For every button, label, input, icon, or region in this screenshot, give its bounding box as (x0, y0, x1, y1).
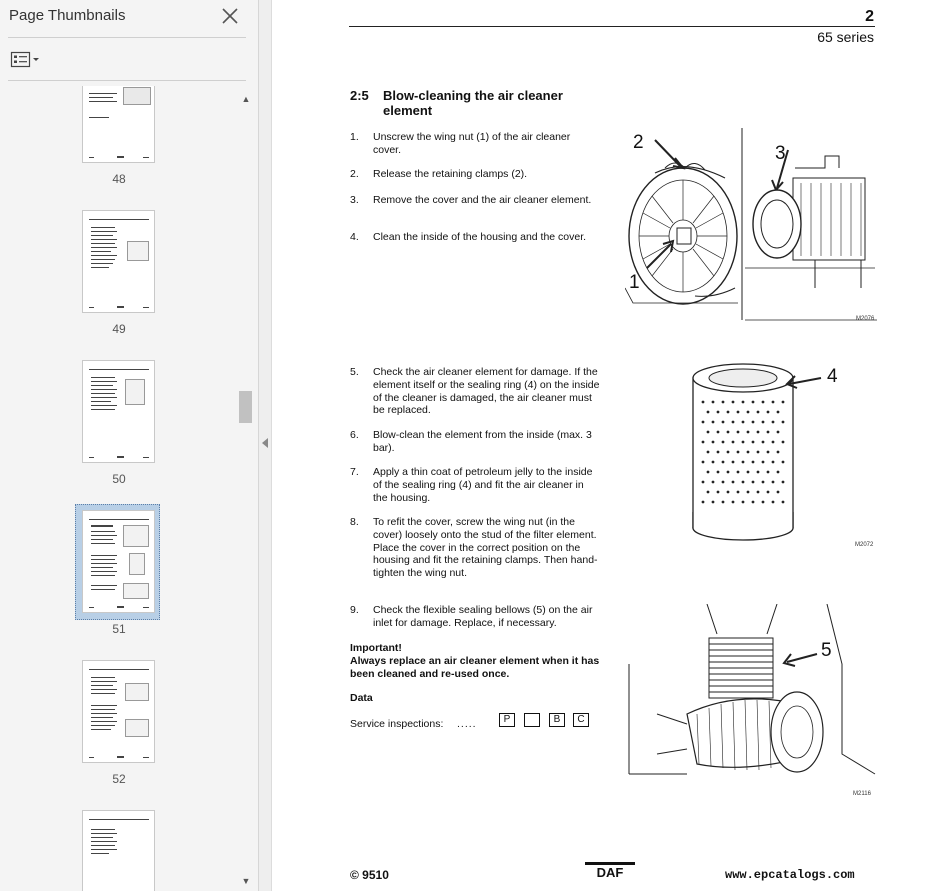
thumbnail-page-number: 50 (112, 472, 126, 486)
step-number: 5. (350, 366, 359, 378)
step-text: Unscrew the wing nut (1) of the air cleaner cover. (373, 131, 571, 156)
step-number: 6. (350, 429, 359, 441)
page-thumbnail-52[interactable] (82, 660, 155, 763)
step-number: 4. (350, 231, 359, 243)
series-label: 65 series (817, 29, 874, 45)
service-box-c: C (573, 713, 589, 727)
panel-header (0, 0, 259, 36)
step-text: Apply a thin coat of petroleum jelly to the inside of the sealing ring (4) and fit the air cleaner in the housing. (373, 466, 593, 504)
thumbnails-panel (0, 0, 259, 891)
figure-code: M2076 (856, 316, 875, 322)
service-inspections-label: Service inspections: (350, 718, 444, 730)
filter-element-figure (685, 362, 875, 542)
important-note (350, 642, 600, 680)
scrollbar-thumb[interactable] (239, 391, 252, 423)
thumbnail-page-number: 51 (112, 622, 126, 636)
scroll-up-icon[interactable]: ▲ (241, 94, 251, 104)
thumbnail-list (0, 86, 238, 891)
step-text: Check the flexible sealing bellows (5) on the air inlet for damage. Replace, if necessary. (373, 604, 593, 629)
step-text: Check the air cleaner element for damage. If the element itself or the sealing ring (4) on the inside of the cleaner is damaged, the air cleaner must be replaced. (373, 366, 600, 417)
figure-code: M2072 (855, 542, 874, 548)
callout-1: 1 (629, 272, 640, 293)
step-text: Remove the cover and the air cleaner element. (373, 194, 592, 206)
data-heading: Data (350, 692, 373, 704)
step-number: 9. (350, 604, 359, 616)
callout-2: 2 (633, 132, 644, 153)
svg-text:DAF: DAF (596, 865, 624, 880)
thumbnail-page-number: 49 (112, 322, 126, 336)
sealing-bellows-figure (627, 604, 877, 789)
header-rule (349, 26, 875, 27)
thumbnail-page-number: 48 (112, 172, 126, 186)
document-page (273, 0, 937, 891)
thumbnail-page-number: 52 (112, 772, 126, 786)
page-thumbnail-48[interactable] (82, 86, 155, 163)
divider (8, 80, 246, 81)
section-number: 2:5 (350, 88, 369, 103)
step-number: 1. (350, 131, 359, 143)
callout-4: 4 (827, 366, 838, 387)
step-text: Blow-clean the element from the inside (max. 3 bar). (373, 429, 592, 454)
important-text: Always replace an air cleaner element when it has been cleaned and re-used once. (350, 654, 600, 680)
page-thumbnail-50[interactable] (82, 360, 155, 463)
air-cleaner-housing-figure (625, 128, 877, 323)
thumbnail-scrollbar[interactable] (238, 86, 254, 891)
important-heading: Important! (350, 642, 402, 654)
step-number: 2. (350, 168, 359, 180)
daf-logo (585, 862, 635, 880)
service-box-empty (524, 713, 540, 727)
service-box-p: P (499, 713, 515, 727)
close-icon[interactable] (220, 6, 240, 26)
chapter-number: 2 (865, 8, 874, 25)
figure-code: M2116 (853, 791, 871, 797)
callout-5: 5 (821, 640, 832, 661)
step-number: 8. (350, 516, 359, 528)
page-thumbnail-53[interactable] (82, 810, 155, 891)
callout-3: 3 (775, 143, 786, 164)
step-text: To refit the cover, screw the wing nut (in the cover) loosely onto the stud of the filter element. Place the cover in the correct position on the housing and fit the retaining clamps. Then hand-tighten the wing nut. (373, 516, 598, 580)
service-box-b: B (549, 713, 565, 727)
options-menu-icon[interactable] (10, 50, 42, 70)
panel-title: Page Thumbnails (9, 7, 126, 24)
step-number: 3. (350, 194, 359, 206)
step-text: Clean the inside of the housing and the cover. (373, 231, 587, 243)
step-text: Release the retaining clamps (2). (373, 168, 528, 180)
step-number: 7. (350, 466, 359, 478)
page-thumbnail-51[interactable] (82, 510, 155, 613)
divider (8, 37, 246, 38)
panel-collapse-handle[interactable] (259, 0, 272, 891)
page-thumbnail-49[interactable] (82, 210, 155, 313)
collapse-arrow-icon[interactable] (262, 438, 268, 448)
section-title: Blow-cleaning the air cleaner element (383, 88, 563, 118)
footer-copyright: © 9510 (350, 868, 389, 882)
service-leader-dots: ..... (457, 718, 477, 730)
footer-url[interactable]: www.epcatalogs.com (725, 868, 855, 882)
scroll-down-icon[interactable]: ▼ (241, 876, 251, 886)
